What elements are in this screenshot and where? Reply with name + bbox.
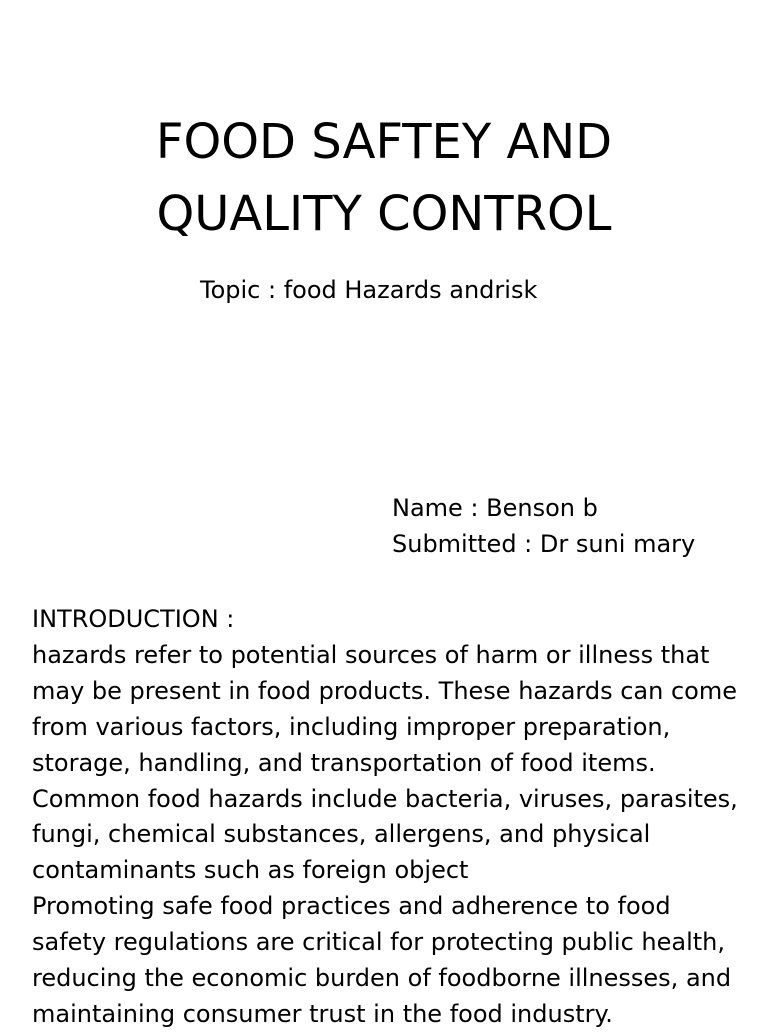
author-info — [392, 490, 695, 562]
intro-line: contaminants such as foreign object — [32, 856, 469, 885]
intro-line: safety regulations are critical for protecting public health, — [32, 928, 725, 957]
intro-line: from various factors, including improper preparation, — [32, 712, 671, 741]
introduction-section — [32, 602, 752, 1033]
intro-heading: INTRODUCTION : — [32, 605, 235, 633]
document-title — [0, 106, 768, 250]
intro-line: fungi, chemical substances, allergens, and physical — [32, 820, 651, 849]
title-line-2: QUALITY CONTROL — [156, 186, 612, 242]
intro-line: reducing the economic burden of foodborne illnesses, and — [32, 964, 732, 993]
intro-line: may be present in food products. These hazards can come — [32, 676, 737, 705]
title-line-1: FOOD SAFTEY AND — [155, 114, 613, 170]
topic-line: Topic : food Hazards andrisk — [200, 276, 538, 304]
intro-line: hazards refer to potential sources of harm or illness that — [32, 640, 710, 669]
intro-line: storage, handling, and transportation of food items. — [32, 748, 656, 777]
intro-line: Promoting safe food practices and adherence to food — [32, 892, 671, 921]
intro-line: Common food hazards include bacteria, viruses, parasites, — [32, 784, 738, 813]
submitted-to: Submitted : Dr suni mary — [392, 530, 696, 558]
intro-line: maintaining consumer trust in the food industry. — [32, 999, 613, 1028]
author-name: Name : Benson b — [392, 494, 598, 522]
